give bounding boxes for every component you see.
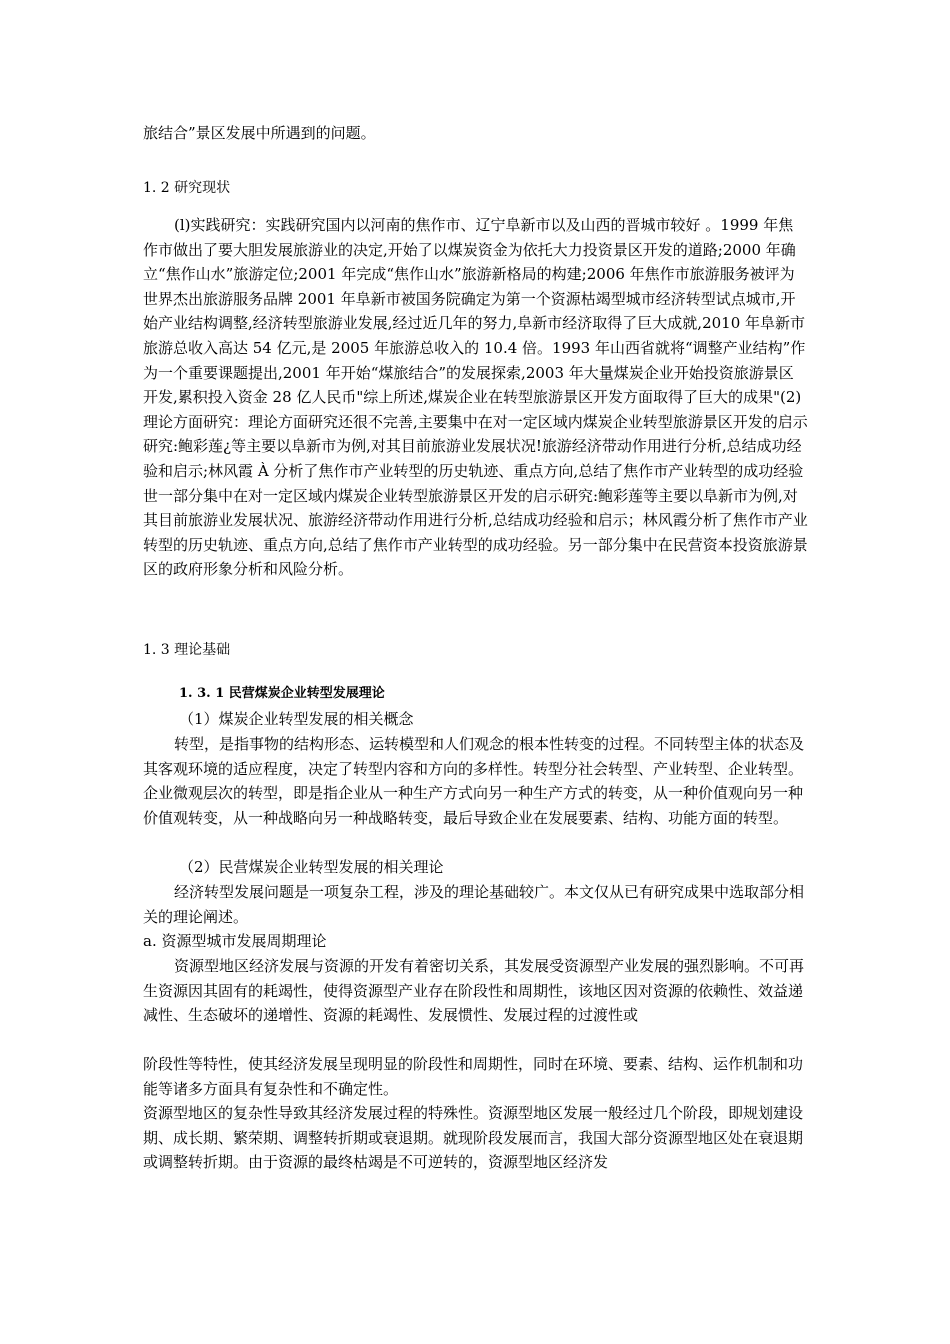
subsection-heading-1-3-1: 1. 3. 1 民营煤炭企业转型发展理论	[179, 686, 385, 701]
resource-paragraph-3: 资源型地区的复杂性导致其经济发展过程的特殊性。资源型地区发展一般经过几个阶段，即规划建设期、成长期、繁荣期、调整转折期或衰退期。就现阶段发展而言，我国大部分资源型地区处在衰退期或调整转折期。由于资源的最终枯竭是不可逆转的，资源型地区经济发	[143, 1104, 804, 1172]
resource-cycle-heading: a. 资源型城市发展周期理论	[143, 932, 327, 950]
intro-tail-paragraph: 旅结合”景区发展中所遇到的问题。	[143, 124, 376, 142]
section-heading-1-3: 1. 3 理论基础	[143, 642, 231, 658]
practice-research-paragraph: (l)实践研究：实践研究国内以河南的焦作市、辽宁阜新市以及山西的晋城市较好 。1999 年焦作市做出了要大胆发展旅游业的决定,开始了以煤炭资金为依托大力投资景区开发的道路;2000 年确立“焦作山水”旅游定位;2001 年完成“焦作山水”旅游新格局的构建;2006 年焦作市旅游服务被评为世界杰出旅游服务品牌 2001 年阜新市被国务院确定为第一个资源枯竭型城市经济转型试点城市,开始产业结构调整,经济转型旅游业发展,经过近几年的努力,阜新市经济取得了巨大成就,2010 年阜新市旅游总收入高达 54 亿元,是 2005 年旅游总收入的 10.4 倍。1993 年山西省就将“调整产业结构”作为一个重要课题提出,2001 年开始“煤旅结合”的发展探索,2003 年大量煤炭企业开始投资旅游景区开发,累积投入资金 28 亿人民币"综上所述,煤炭企业在转型旅游景区开发方面取得了巨大的成果"(2)理论方面研究：理论方面研究还很不完善,主要集中在对一定区域内煤炭企业转型旅游景区开发的启示研究:鲍彩莲¿等主要以阜新市为例,对其目前旅游业发展状况!旅游经济带动作用进行分析,总结成功经验和启示;林风霞 À 分析了焦作市产业转型的历史轨迹、重点方向,总结了焦作市产业转型的成功经验世一部分集中在对一定区域内煤炭企业转型旅游景区开发的启示研究:鲍彩莲等主要以阜新市为例,对其目前旅游业发展状况、旅游经济带动作用进行分析,总结成功经验和启示；林风霞分析了焦作市产业转型的历史轨迹、重点方向,总结了焦作市产业转型的成功经验。另一部分集中在民营资本投资旅游景区的政府形象分析和风险分析。	[143, 216, 808, 579]
sub-item-concepts: （1）煤炭企业转型发展的相关概念	[179, 710, 414, 728]
resource-paragraph-2: 阶段性等特性，使其经济发展呈现明显的阶段性和周期性，同时在环境、要素、结构、运作机制和功能等诸多方面具有复杂性和不确定性。	[143, 1055, 804, 1098]
theory-paragraph: 经济转型发展问题是一项复杂工程，涉及的理论基础较广。本文仅从已有研究成果中选取部分相关的理论阐述。	[143, 883, 805, 926]
transformation-paragraph: 转型，是指事物的结构形态、运转模型和人们观念的根本性转变的过程。不同转型主体的状态及其客观环境的适应程度，决定了转型内容和方向的多样性。转型分社会转型、产业转型、企业转型。企业微观层次的转型，即是指企业从一种生产方式向另一种生产方式的转变，从一种价值观向另一种价值观转变，从一种战略向另一种战略转变，最后导致企业在发展要素、结构、功能方面的转型。	[143, 735, 805, 827]
section-heading-1-2: 1. 2 研究现状	[143, 180, 231, 196]
sub-item-theories: （2）民营煤炭企业转型发展的相关理论	[179, 858, 444, 876]
resource-paragraph-1: 资源型地区经济发展与资源的开发有着密切关系，其发展受资源型产业发展的强烈影响。不可再生资源因其固有的耗竭性，使得资源型产业存在阶段性和周期性，该地区因对资源的依赖性、效益递减性、生态破坏的递增性、资源的耗竭性、发展惯性、发展过程的过渡性或	[143, 957, 805, 1025]
